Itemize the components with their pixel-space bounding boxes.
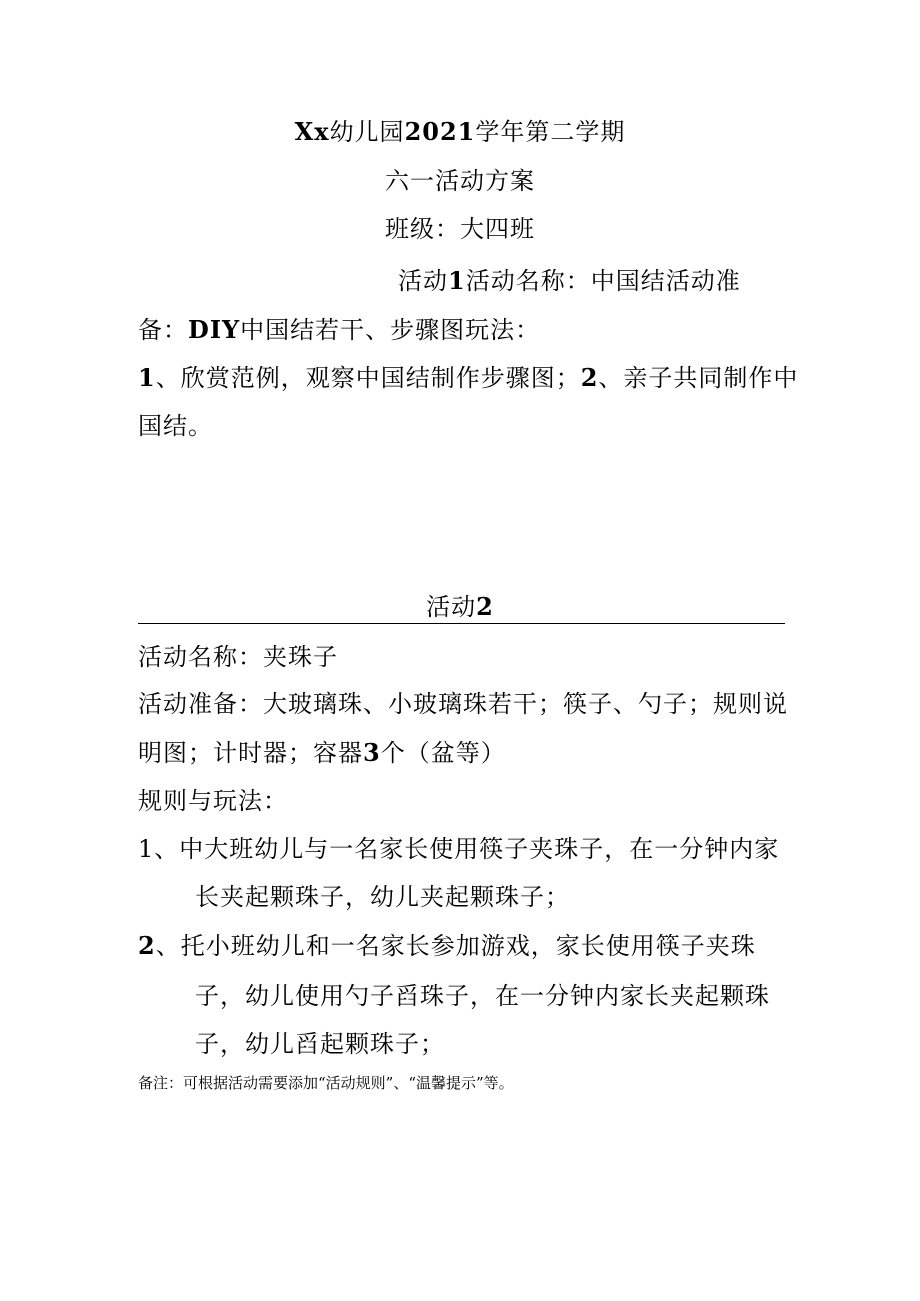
rule2-line3: 子，幼儿舀起颗珠子； bbox=[195, 1030, 445, 1058]
rule2-line1 bbox=[138, 931, 756, 961]
activity1-label: 活动 bbox=[398, 267, 448, 295]
activity1-steps-cont: 国结。 bbox=[138, 412, 213, 440]
document-title bbox=[0, 117, 920, 147]
activity2-number: 2 bbox=[476, 592, 494, 621]
title-suffix: 学年第二学期 bbox=[475, 118, 626, 146]
activity1-number: 1 bbox=[448, 266, 466, 295]
activity1-prep-label: 备： bbox=[138, 316, 188, 344]
title-school: 幼儿园 bbox=[329, 118, 405, 146]
rule2-number: 2 bbox=[138, 931, 156, 960]
step1-number: 1 bbox=[138, 363, 156, 392]
step1-text: 、欣赏范例，观察中国结制作步骤图； bbox=[155, 364, 581, 392]
step2-number: 2 bbox=[580, 363, 599, 392]
activity2-heading bbox=[0, 592, 920, 622]
rule1-line2: 长夹起颗珠子，幼儿夹起颗珠子； bbox=[195, 883, 570, 911]
activity1-steps-line bbox=[138, 363, 798, 393]
class-label: 班级：大四班 bbox=[385, 215, 535, 243]
activity1-diy: DIY bbox=[188, 315, 241, 344]
rules-label: 规则与玩法： bbox=[138, 787, 288, 815]
activity2-label: 活动 bbox=[426, 593, 477, 621]
document-subtitle: 六一活动方案 bbox=[385, 167, 535, 195]
activity1-name: 活动名称：中国结活动准 bbox=[465, 267, 741, 295]
container-count: 3 bbox=[363, 738, 381, 767]
activity2-prep: 活动准备：大玻璃珠、小玻璃珠若干；筷子、勺子；规则说 bbox=[138, 690, 788, 718]
activity2-prep-cont bbox=[138, 738, 506, 768]
title-year: 2021 bbox=[404, 117, 476, 146]
step2-text: 、亲子共同制作中 bbox=[598, 364, 799, 392]
footnote: 备注：可根据活动需要添加“活动规则”、“温馨提示”等。 bbox=[138, 1074, 514, 1092]
activity1-prep-text: 中国结若干、步骤图玩法： bbox=[240, 316, 541, 344]
rule1-line1: 1、中大班幼儿与一名家长使用筷子夹珠子，在一分钟内家 bbox=[138, 835, 780, 863]
activity1-prep-line bbox=[138, 315, 540, 345]
activity1-title-line bbox=[398, 266, 741, 296]
activity2-name: 活动名称：夹珠子 bbox=[138, 643, 338, 671]
rule2-line2: 子，幼儿使用勺子舀珠子，在一分钟内家长夹起颗珠 bbox=[195, 982, 770, 1010]
prep-cont-tail: 个（盆等） bbox=[380, 739, 506, 767]
title-prefix: Xx bbox=[294, 117, 330, 146]
prep-cont-text: 明图；计时器；容器 bbox=[138, 739, 363, 767]
section-divider bbox=[138, 623, 785, 624]
rule2-text: 、托小班幼儿和一名家长参加游戏，家长使用筷子夹珠 bbox=[155, 932, 756, 960]
